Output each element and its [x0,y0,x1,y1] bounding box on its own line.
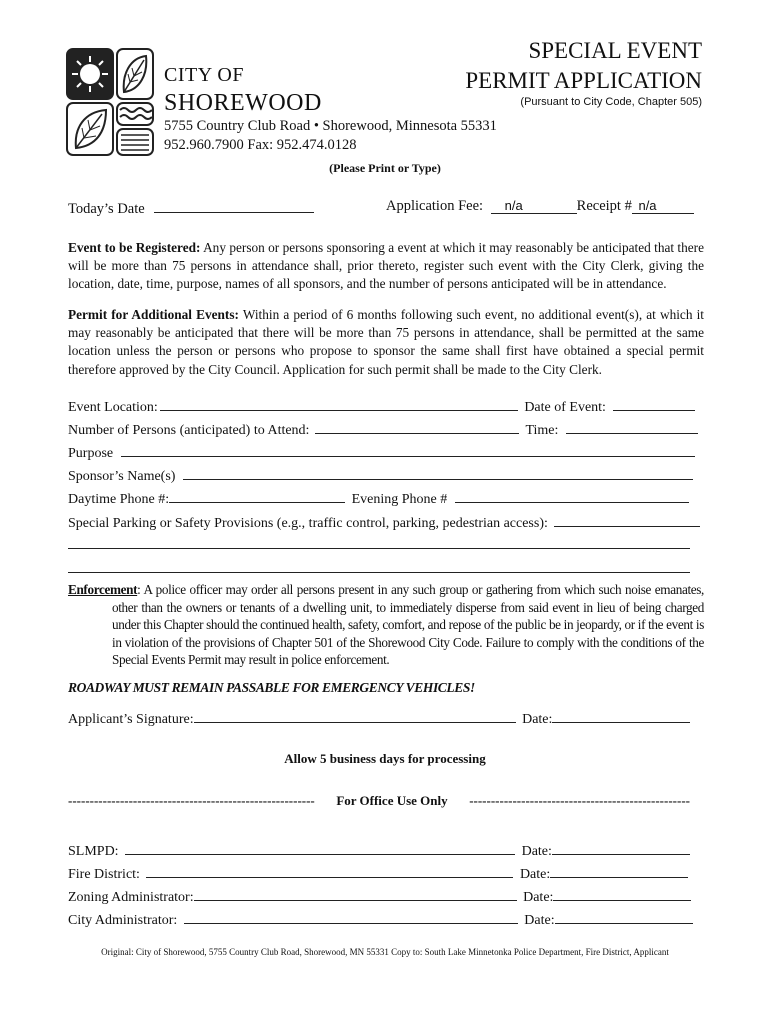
waves-icon [116,102,154,126]
sponsors-field[interactable] [183,465,693,480]
zoning-admin-date-field[interactable] [553,886,691,901]
office-use-dashes-left: --------------------------------------------------------- [68,793,315,808]
daytime-phone-field[interactable] [169,488,345,503]
enforcement-paragraph [68,581,704,669]
signature-row [68,708,690,728]
zoning-admin-date-label: Date: [523,890,554,905]
todays-date-label: Today’s Date [68,201,145,217]
event-location-row [68,396,695,416]
city-admin-label: City Administrator: [68,913,178,928]
fire-district-label: Fire District: [68,867,140,882]
slmpd-label: SLMPD: [68,844,119,859]
special-parking-line-2[interactable] [68,548,690,549]
pursuant-note: (Pursuant to City Code, Chapter 505) [520,96,702,108]
city-admin-row [68,909,693,929]
fire-district-field[interactable] [146,863,513,878]
leaf-icon [116,48,154,100]
form-title-line1: SPECIAL EVENT [528,38,702,63]
leaf-icon [66,102,114,156]
num-persons-label: Number of Persons (anticipated) to Attend: [68,423,310,438]
sponsors-row [68,465,693,485]
city-admin-field[interactable] [184,909,518,924]
processing-note: Allow 5 business days for processing [284,751,486,766]
daytime-phone-label: Daytime Phone #: [68,492,170,507]
purpose-row [68,442,695,462]
receipt-value: n/a [638,198,657,213]
office-use-title: For Office Use Only [336,793,448,808]
special-parking-row [68,512,700,532]
signature-date-label: Date: [522,712,553,727]
fire-district-date-label: Date: [519,867,551,882]
zoning-admin-label: Zoning Administrator: [68,890,194,905]
enforcement-text: : A police officer may order all persons present in any such group or gathering from which such noise emanates, other than the owners or tenants of a dwelling unit, to immediately disperse from said event in lieu of being charged under this Chapter should the continued health, safety, comfort, and repose of the public be in jeopardy, or if the event is in violation of the provisions of Chapter 501 of the Shorewood City Code. Failure to comply with the conditions of the Special Events Permit may result in police enforcement. [112,582,704,668]
evening-phone-field[interactable] [455,488,689,503]
enforcement-heading: Enforcement [68,582,138,597]
receipt-label: Receipt # [576,198,632,214]
applicant-signature-label: Applicant’s Signature: [68,712,194,727]
application-fee-field[interactable] [491,198,577,214]
zoning-admin-row [68,886,691,906]
applicant-signature-field[interactable] [194,708,516,723]
fields-icon [116,128,154,156]
todays-date-row [68,198,314,218]
city-logo [66,48,154,156]
fire-district-date-field[interactable] [550,863,688,878]
event-registered-text: Any person or persons sponsoring a event at which it may reasonably be anticipated that there will be more than 75 persons in attendance shall, prior thereto, register such event with the City Clerk, giving the location, date, time, purpose, names of all sponsors, and the number of persons anticipated will be in attendance. [68,240,704,292]
signature-date-field[interactable] [552,708,690,723]
slmpd-row [68,840,690,860]
city-admin-date-field[interactable] [555,909,693,924]
receipt-field[interactable] [632,198,694,214]
slmpd-date-label: Date: [521,844,552,859]
special-parking-line-3[interactable] [68,572,690,573]
time-field[interactable] [566,419,698,434]
fire-district-row [68,863,688,883]
date-of-event-label: Date of Event: [524,400,606,415]
additional-events-paragraph [68,306,704,379]
fees-row [386,198,694,215]
num-persons-row [68,419,698,439]
office-use-dashes-right: --------------------------------------------------- [469,793,690,808]
special-parking-label: Special Parking or Safety Provisions (e.g., traffic control, parking, pedestrian access): [68,516,548,531]
evening-phone-label: Evening Phone # [351,492,448,507]
zoning-admin-field[interactable] [194,886,517,901]
todays-date-field[interactable] [154,198,314,213]
city-admin-date-label: Date: [524,913,555,928]
roadway-warning: ROADWAY MUST REMAIN PASSABLE FOR EMERGENCY VEHICLES! [68,680,475,695]
event-registered-heading: Event to be Registered: [68,240,201,255]
print-note: (Please Print or Type) [329,161,441,175]
office-use-divider [68,793,690,809]
num-persons-field[interactable] [315,419,519,434]
city-name: SHOREWOOD [164,90,322,116]
application-fee-label: Application Fee: [386,198,484,214]
additional-events-heading: Permit for Additional Events: [68,307,239,322]
time-label: Time: [525,423,559,438]
purpose-field[interactable] [121,442,695,457]
city-of-label: CITY OF [164,64,244,86]
city-phone-fax: 952.960.7900 Fax: 952.474.0128 [164,137,357,153]
slmpd-date-field[interactable] [552,840,690,855]
special-parking-field[interactable] [554,512,700,527]
event-location-label: Event Location: [68,400,158,415]
additional-events-text: Within a period of 6 months following such event, no additional event(s), at which it may reasonably be anticipated that there will be more than 75 persons in attendance, shall be permitted at the same location unless the person or persons who propose to sponsor the same shall first have obtained a special permit therefore approved by the City Council. Application for such permit shall be made to the City Clerk. [68,307,704,377]
event-location-field[interactable] [160,396,518,411]
application-fee-value: n/a [504,198,523,213]
purpose-label: Purpose [68,446,114,461]
city-address: 5755 Country Club Road • Shorewood, Minnesota 55331 [164,118,497,134]
footer-note: Original: City of Shorewood, 5755 Country Club Road, Shorewood, MN 55331 Copy to: South Lake Minnetonka Police Department, Fire District, Applicant [101,947,669,957]
date-of-event-field[interactable] [613,396,695,411]
slmpd-field[interactable] [125,840,515,855]
form-title-line2: PERMIT APPLICATION [465,68,702,93]
sponsors-label: Sponsor’s Name(s) [68,469,176,484]
event-registered-paragraph [68,239,704,294]
phones-row [68,488,689,508]
sun-icon [66,48,114,100]
